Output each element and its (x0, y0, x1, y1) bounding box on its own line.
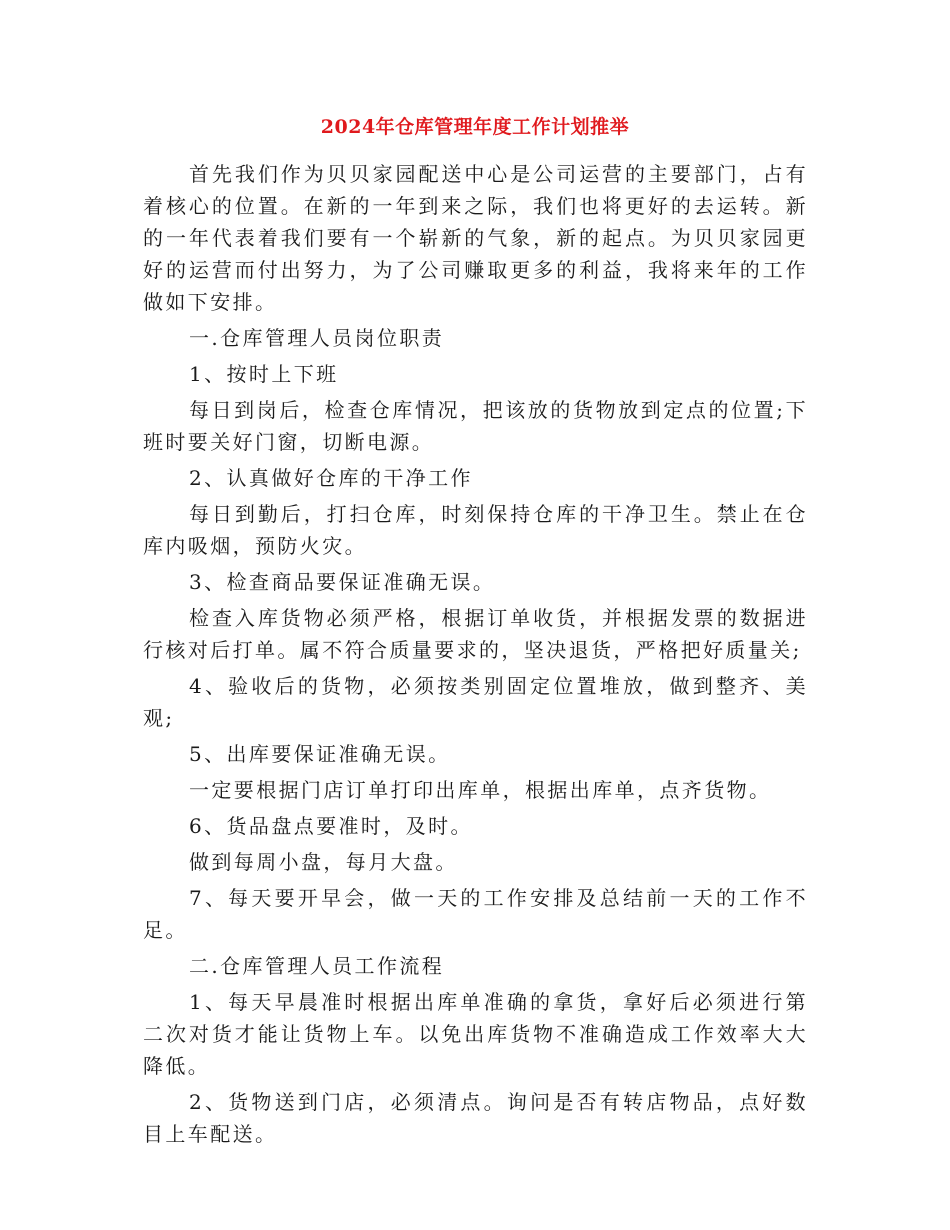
paragraph: 检查入库货物必须严格，根据订单收货，并根据发票的数据进行核对后打单。属不符合质量要求的，坚决退货，严格把好质量关; (143, 606, 808, 662)
item-heading: 6、货品盘点要准时，及时。 (189, 814, 473, 838)
paragraph: 做到每周小盘，每月大盘。 (189, 850, 458, 874)
item-heading: 5、出库要保证准确无误。 (189, 742, 451, 766)
item-heading: 1、按时上下班 (189, 362, 339, 386)
section-heading-2: 二.仓库管理人员工作流程 (189, 954, 445, 978)
document-body (143, 158, 808, 1154)
section-heading-1: 一.仓库管理人员岗位职责 (189, 326, 445, 350)
paragraph: 1、每天早晨准时根据出库单准确的拿货，拿好后必须进行第二次对货才能让货物上车。以免出库货物不准确造成工作效率大大降低。 (143, 990, 808, 1078)
item-heading: 7、每天要开早会，做一天的工作安排及总结前一天的工作不足。 (143, 886, 808, 942)
paragraph: 每日到勤后，打扫仓库，时刻保持仓库的干净卫生。禁止在仓库内吸烟，预防火灾。 (143, 502, 808, 558)
item-heading: 2、认真做好仓库的干净工作 (189, 466, 473, 490)
paragraph: 一定要根据门店订单打印出库单，根据出库单，点齐货物。 (189, 778, 772, 802)
document-title: 2024年仓库管理年度工作计划推举 (320, 116, 630, 138)
paragraph: 2、货物送到门店，必须清点。询问是否有转店物品，点好数目上车配送。 (143, 1090, 808, 1146)
paragraph-intro: 首先我们作为贝贝家园配送中心是公司运营的主要部门，占有着核心的位置。在新的一年到来之际，我们也将更好的去运转。新的一年代表着我们要有一个崭新的气象，新的起点。为贝贝家园更好的运营而付出努力，为了公司赚取更多的利益，我将来年的工作做如下安排。 (143, 162, 808, 314)
item-heading: 4、验收后的货物，必须按类别固定位置堆放，做到整齐、美观; (143, 674, 808, 730)
paragraph: 每日到岗后，检查仓库情况，把该放的货物放到定点的位置;下班时要关好门窗，切断电源。 (143, 398, 808, 454)
item-heading: 3、检查商品要保证准确无误。 (189, 570, 496, 594)
